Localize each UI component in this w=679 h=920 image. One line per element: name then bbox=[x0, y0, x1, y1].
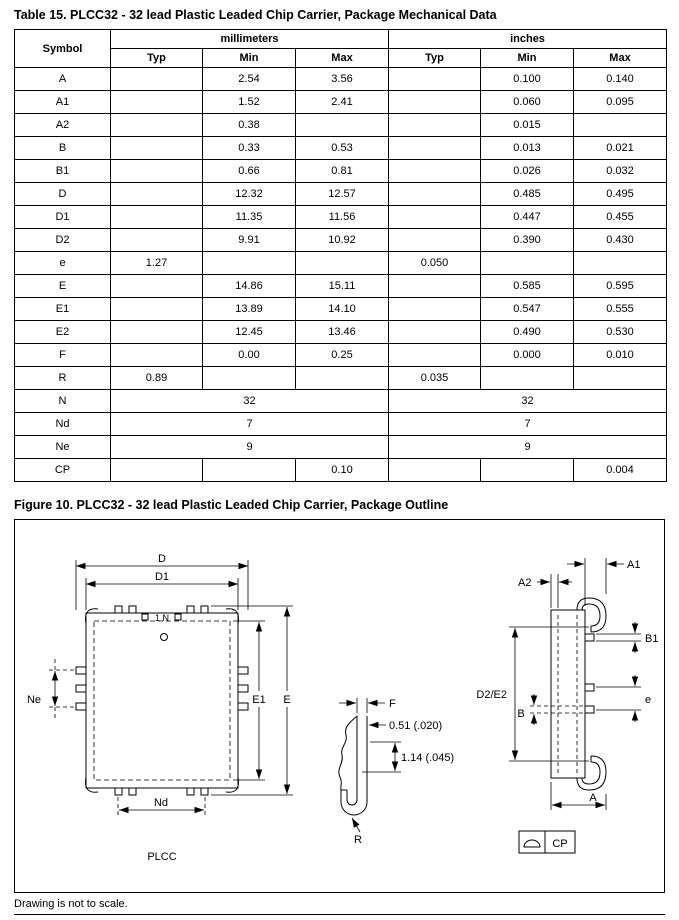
cell-D2-symbol: D2 bbox=[15, 229, 111, 252]
table-row-A bbox=[15, 68, 667, 91]
cell-B1-in_min: 0.026 bbox=[481, 160, 574, 183]
j-lead-outer bbox=[341, 716, 367, 815]
cell-A1-in_typ bbox=[389, 91, 481, 114]
table-row-R bbox=[15, 367, 667, 390]
mechanical-data-table bbox=[14, 29, 667, 482]
header-row-limits bbox=[15, 49, 667, 68]
cell-N-mm: 32 bbox=[111, 390, 389, 413]
cell-B1-mm_min: 0.66 bbox=[203, 160, 296, 183]
cell-E-mm_typ bbox=[111, 275, 203, 298]
dim-label-e1: E1 bbox=[252, 694, 266, 706]
table-row-B bbox=[15, 137, 667, 160]
dim-label-a2: A2 bbox=[518, 577, 532, 589]
pin1-label: 1 N bbox=[154, 613, 170, 623]
figure-outline-box bbox=[14, 519, 665, 893]
cell-R-in_min bbox=[481, 367, 574, 390]
cell-Ne-symbol: Ne bbox=[15, 436, 111, 459]
j-lead-inner bbox=[347, 716, 357, 805]
cell-E1-mm_typ bbox=[111, 298, 203, 321]
col-header-mm-max: Max bbox=[296, 49, 389, 68]
cell-F-mm_typ bbox=[111, 344, 203, 367]
table-row-D2 bbox=[15, 229, 667, 252]
cell-E1-in_typ bbox=[389, 298, 481, 321]
cell-D2-in_typ bbox=[389, 229, 481, 252]
cell-R-mm_max bbox=[296, 367, 389, 390]
dim-label-f: F bbox=[389, 698, 396, 710]
cell-e-mm_typ: 1.27 bbox=[111, 252, 203, 275]
cell-E-mm_min: 14.86 bbox=[203, 275, 296, 298]
corner-lead-curl bbox=[226, 777, 239, 792]
cell-E-in_min: 0.585 bbox=[481, 275, 574, 298]
cell-E-in_typ bbox=[389, 275, 481, 298]
pin1-index-dot bbox=[161, 634, 168, 641]
cell-D-mm_min: 12.32 bbox=[203, 183, 296, 206]
lead bbox=[142, 614, 148, 620]
cell-E-symbol: E bbox=[15, 275, 111, 298]
cell-e-in_typ: 0.050 bbox=[389, 252, 481, 275]
table-row-D1 bbox=[15, 206, 667, 229]
cell-E2-mm_max: 13.46 bbox=[296, 321, 389, 344]
cell-F-in_max: 0.010 bbox=[574, 344, 667, 367]
side-body-outline bbox=[551, 610, 585, 778]
cell-D2-mm_typ bbox=[111, 229, 203, 252]
table-row-B1 bbox=[15, 160, 667, 183]
cell-B-in_max: 0.021 bbox=[574, 137, 667, 160]
cell-D-in_typ bbox=[389, 183, 481, 206]
lead bbox=[115, 606, 122, 613]
table-row-Nd bbox=[15, 413, 667, 436]
lead bbox=[238, 667, 248, 674]
cell-A2-mm_min: 0.38 bbox=[203, 114, 296, 137]
cell-B1-in_typ bbox=[389, 160, 481, 183]
lead bbox=[187, 788, 194, 795]
col-header-in-min: Min bbox=[481, 49, 574, 68]
table-row-Ne bbox=[15, 436, 667, 459]
package-outline-drawing bbox=[15, 520, 664, 892]
cell-A-symbol: A bbox=[15, 68, 111, 91]
cell-D-in_max: 0.495 bbox=[574, 183, 667, 206]
dim-label-a: A bbox=[589, 792, 597, 804]
cell-E1-mm_max: 14.10 bbox=[296, 298, 389, 321]
corner-lead-curl bbox=[226, 609, 239, 624]
cell-E2-in_max: 0.530 bbox=[574, 321, 667, 344]
dim-label-d2e2: D2/E2 bbox=[476, 689, 507, 701]
cell-A2-in_max bbox=[574, 114, 667, 137]
lead bbox=[238, 685, 248, 692]
cell-B-mm_min: 0.33 bbox=[203, 137, 296, 160]
lead bbox=[201, 606, 208, 613]
cp-datum-flag bbox=[519, 831, 575, 853]
cell-D2-in_min: 0.390 bbox=[481, 229, 574, 252]
cell-A-mm_min: 2.54 bbox=[203, 68, 296, 91]
cell-B-in_min: 0.013 bbox=[481, 137, 574, 160]
cell-B-mm_max: 0.53 bbox=[296, 137, 389, 160]
col-header-in-typ: Typ bbox=[389, 49, 481, 68]
lead bbox=[187, 606, 194, 613]
cell-Nd-in: 7 bbox=[389, 413, 667, 436]
cell-e-in_max bbox=[574, 252, 667, 275]
cell-F-in_typ bbox=[389, 344, 481, 367]
cell-D-mm_max: 12.57 bbox=[296, 183, 389, 206]
dim-label-e-small: e bbox=[645, 694, 652, 706]
cell-F-mm_max: 0.25 bbox=[296, 344, 389, 367]
table-row-A2 bbox=[15, 114, 667, 137]
package-body-hidden-outline bbox=[94, 621, 230, 780]
cell-Ne-mm: 9 bbox=[111, 436, 389, 459]
cell-R-mm_min bbox=[203, 367, 296, 390]
cell-A1-mm_max: 2.41 bbox=[296, 91, 389, 114]
col-header-in-max: Max bbox=[574, 49, 667, 68]
cell-D1-mm_typ bbox=[111, 206, 203, 229]
table-row-N bbox=[15, 390, 667, 413]
cell-E1-mm_min: 13.89 bbox=[203, 298, 296, 321]
leader-R bbox=[352, 818, 360, 832]
cell-N-in: 32 bbox=[389, 390, 667, 413]
cell-R-in_typ: 0.035 bbox=[389, 367, 481, 390]
cell-F-mm_min: 0.00 bbox=[203, 344, 296, 367]
cell-N-symbol: N bbox=[15, 390, 111, 413]
cell-F-symbol: F bbox=[15, 344, 111, 367]
lead bbox=[76, 667, 86, 674]
col-header-mm-typ: Typ bbox=[111, 49, 203, 68]
cell-CP-mm_max: 0.10 bbox=[296, 459, 389, 482]
corner-lead-curl bbox=[86, 777, 99, 792]
cell-A2-symbol: A2 bbox=[15, 114, 111, 137]
cell-A1-in_max: 0.095 bbox=[574, 91, 667, 114]
dim-label-cp: CP bbox=[552, 838, 568, 850]
dim-label-b: B bbox=[517, 708, 525, 720]
header-row-units bbox=[15, 30, 667, 49]
lead-detail-dimensions bbox=[339, 698, 454, 846]
view-label-plcc: PLCC bbox=[147, 851, 177, 863]
corner-lead-curl bbox=[86, 609, 99, 624]
cell-e-mm_max bbox=[296, 252, 389, 275]
lead bbox=[76, 685, 86, 692]
col-header-millimeters: millimeters bbox=[111, 30, 389, 49]
cell-B1-in_max: 0.032 bbox=[574, 160, 667, 183]
cell-CP-mm_typ bbox=[111, 459, 203, 482]
mech-table-body bbox=[15, 68, 667, 482]
cell-e-in_min bbox=[481, 252, 574, 275]
scale-note: Drawing is not to scale. bbox=[14, 898, 128, 910]
lead bbox=[129, 788, 136, 795]
cell-A-in_typ bbox=[389, 68, 481, 91]
dim-label-051: 0.51 (.020) bbox=[389, 720, 443, 732]
cell-D2-mm_min: 9.91 bbox=[203, 229, 296, 252]
lead-detail-view bbox=[339, 716, 367, 815]
dim-label-d: D bbox=[158, 553, 166, 565]
table-row-E1 bbox=[15, 298, 667, 321]
table-row-CP bbox=[15, 459, 667, 482]
table-row-E bbox=[15, 275, 667, 298]
cell-A2-mm_typ bbox=[111, 114, 203, 137]
lead bbox=[115, 788, 122, 795]
cell-Nd-mm: 7 bbox=[111, 413, 389, 436]
table-header bbox=[15, 30, 667, 68]
cell-E1-symbol: E1 bbox=[15, 298, 111, 321]
cell-E2-in_min: 0.490 bbox=[481, 321, 574, 344]
lead bbox=[585, 684, 594, 691]
cell-E2-in_typ bbox=[389, 321, 481, 344]
cell-D1-in_max: 0.455 bbox=[574, 206, 667, 229]
lead bbox=[201, 788, 208, 795]
cell-CP-in_max: 0.004 bbox=[574, 459, 667, 482]
cell-A-in_min: 0.100 bbox=[481, 68, 574, 91]
lead-profile-icon bbox=[524, 840, 540, 847]
cell-Ne-in: 9 bbox=[389, 436, 667, 459]
figure-title: Figure 10. PLCC32 - 32 lead Plastic Leaded Chip Carrier, Package Outline bbox=[14, 498, 449, 512]
table-row-F bbox=[15, 344, 667, 367]
cell-B1-mm_typ bbox=[111, 160, 203, 183]
cell-CP-in_typ bbox=[389, 459, 481, 482]
lead bbox=[175, 614, 181, 620]
cell-D1-in_min: 0.447 bbox=[481, 206, 574, 229]
cell-B1-mm_max: 0.81 bbox=[296, 160, 389, 183]
cell-D2-mm_max: 10.92 bbox=[296, 229, 389, 252]
cell-D-mm_typ bbox=[111, 183, 203, 206]
table-title: Table 15. PLCC32 - 32 lead Plastic Leaded Chip Carrier, Package Mechanical Data bbox=[14, 8, 497, 22]
cell-R-mm_typ: 0.89 bbox=[111, 367, 203, 390]
cell-CP-mm_min bbox=[203, 459, 296, 482]
cell-CP-symbol: CP bbox=[15, 459, 111, 482]
cell-Nd-symbol: Nd bbox=[15, 413, 111, 436]
dim-label-e-cap: E bbox=[283, 694, 291, 706]
lead bbox=[76, 703, 86, 710]
cell-A2-in_typ bbox=[389, 114, 481, 137]
cell-E2-mm_min: 12.45 bbox=[203, 321, 296, 344]
cell-D1-mm_min: 11.35 bbox=[203, 206, 296, 229]
side-view-dimensions bbox=[476, 558, 658, 810]
cell-B-in_typ bbox=[389, 137, 481, 160]
lead bbox=[238, 703, 248, 710]
cell-D1-symbol: D1 bbox=[15, 206, 111, 229]
cell-e-symbol: e bbox=[15, 252, 111, 275]
top-view-dimensions bbox=[27, 553, 293, 863]
plcc-top-view bbox=[76, 606, 248, 795]
cell-F-in_min: 0.000 bbox=[481, 344, 574, 367]
dim-label-d1: D1 bbox=[154, 571, 170, 583]
page-bottom-rule bbox=[14, 914, 665, 916]
cell-A1-mm_typ bbox=[111, 91, 203, 114]
cell-B1-symbol: B1 bbox=[15, 160, 111, 183]
lead bbox=[585, 634, 594, 641]
lead bbox=[129, 606, 136, 613]
dim-label-nd: Nd bbox=[153, 797, 169, 809]
col-header-inches: inches bbox=[389, 30, 667, 49]
table-row-D bbox=[15, 183, 667, 206]
lead bbox=[585, 706, 594, 713]
cell-D-in_min: 0.485 bbox=[481, 183, 574, 206]
cell-A1-mm_min: 1.52 bbox=[203, 91, 296, 114]
cell-A-in_max: 0.140 bbox=[574, 68, 667, 91]
cell-E-mm_max: 15.11 bbox=[296, 275, 389, 298]
dim-label-114: 1.14 (.045) bbox=[401, 752, 455, 764]
table-row-A1 bbox=[15, 91, 667, 114]
cell-E2-mm_typ bbox=[111, 321, 203, 344]
cell-CP-in_min bbox=[481, 459, 574, 482]
dim-label-b1: B1 bbox=[645, 633, 659, 645]
cell-R-in_max bbox=[574, 367, 667, 390]
cell-E2-symbol: E2 bbox=[15, 321, 111, 344]
cell-B-mm_typ bbox=[111, 137, 203, 160]
cell-A2-mm_max bbox=[296, 114, 389, 137]
table-row-e bbox=[15, 252, 667, 275]
col-header-mm-min: Min bbox=[203, 49, 296, 68]
cell-B-symbol: B bbox=[15, 137, 111, 160]
cell-A-mm_typ bbox=[111, 68, 203, 91]
body-break-line bbox=[339, 716, 357, 790]
cell-E1-in_min: 0.547 bbox=[481, 298, 574, 321]
cell-E-in_max: 0.595 bbox=[574, 275, 667, 298]
dim-label-r: R bbox=[354, 834, 362, 846]
dim-label-ne: Ne bbox=[26, 694, 42, 706]
cell-e-mm_min bbox=[203, 252, 296, 275]
cell-D1-in_typ bbox=[389, 206, 481, 229]
cell-A-mm_max: 3.56 bbox=[296, 68, 389, 91]
cell-A1-symbol: A1 bbox=[15, 91, 111, 114]
cell-D2-in_max: 0.430 bbox=[574, 229, 667, 252]
cell-E1-in_max: 0.555 bbox=[574, 298, 667, 321]
cell-A2-in_min: 0.015 bbox=[481, 114, 574, 137]
cell-A1-in_min: 0.060 bbox=[481, 91, 574, 114]
col-header-symbol: Symbol bbox=[15, 30, 111, 68]
dim-label-a1: A1 bbox=[627, 559, 641, 571]
table-row-E2 bbox=[15, 321, 667, 344]
cell-D1-mm_max: 11.56 bbox=[296, 206, 389, 229]
cell-R-symbol: R bbox=[15, 367, 111, 390]
cell-D-symbol: D bbox=[15, 183, 111, 206]
